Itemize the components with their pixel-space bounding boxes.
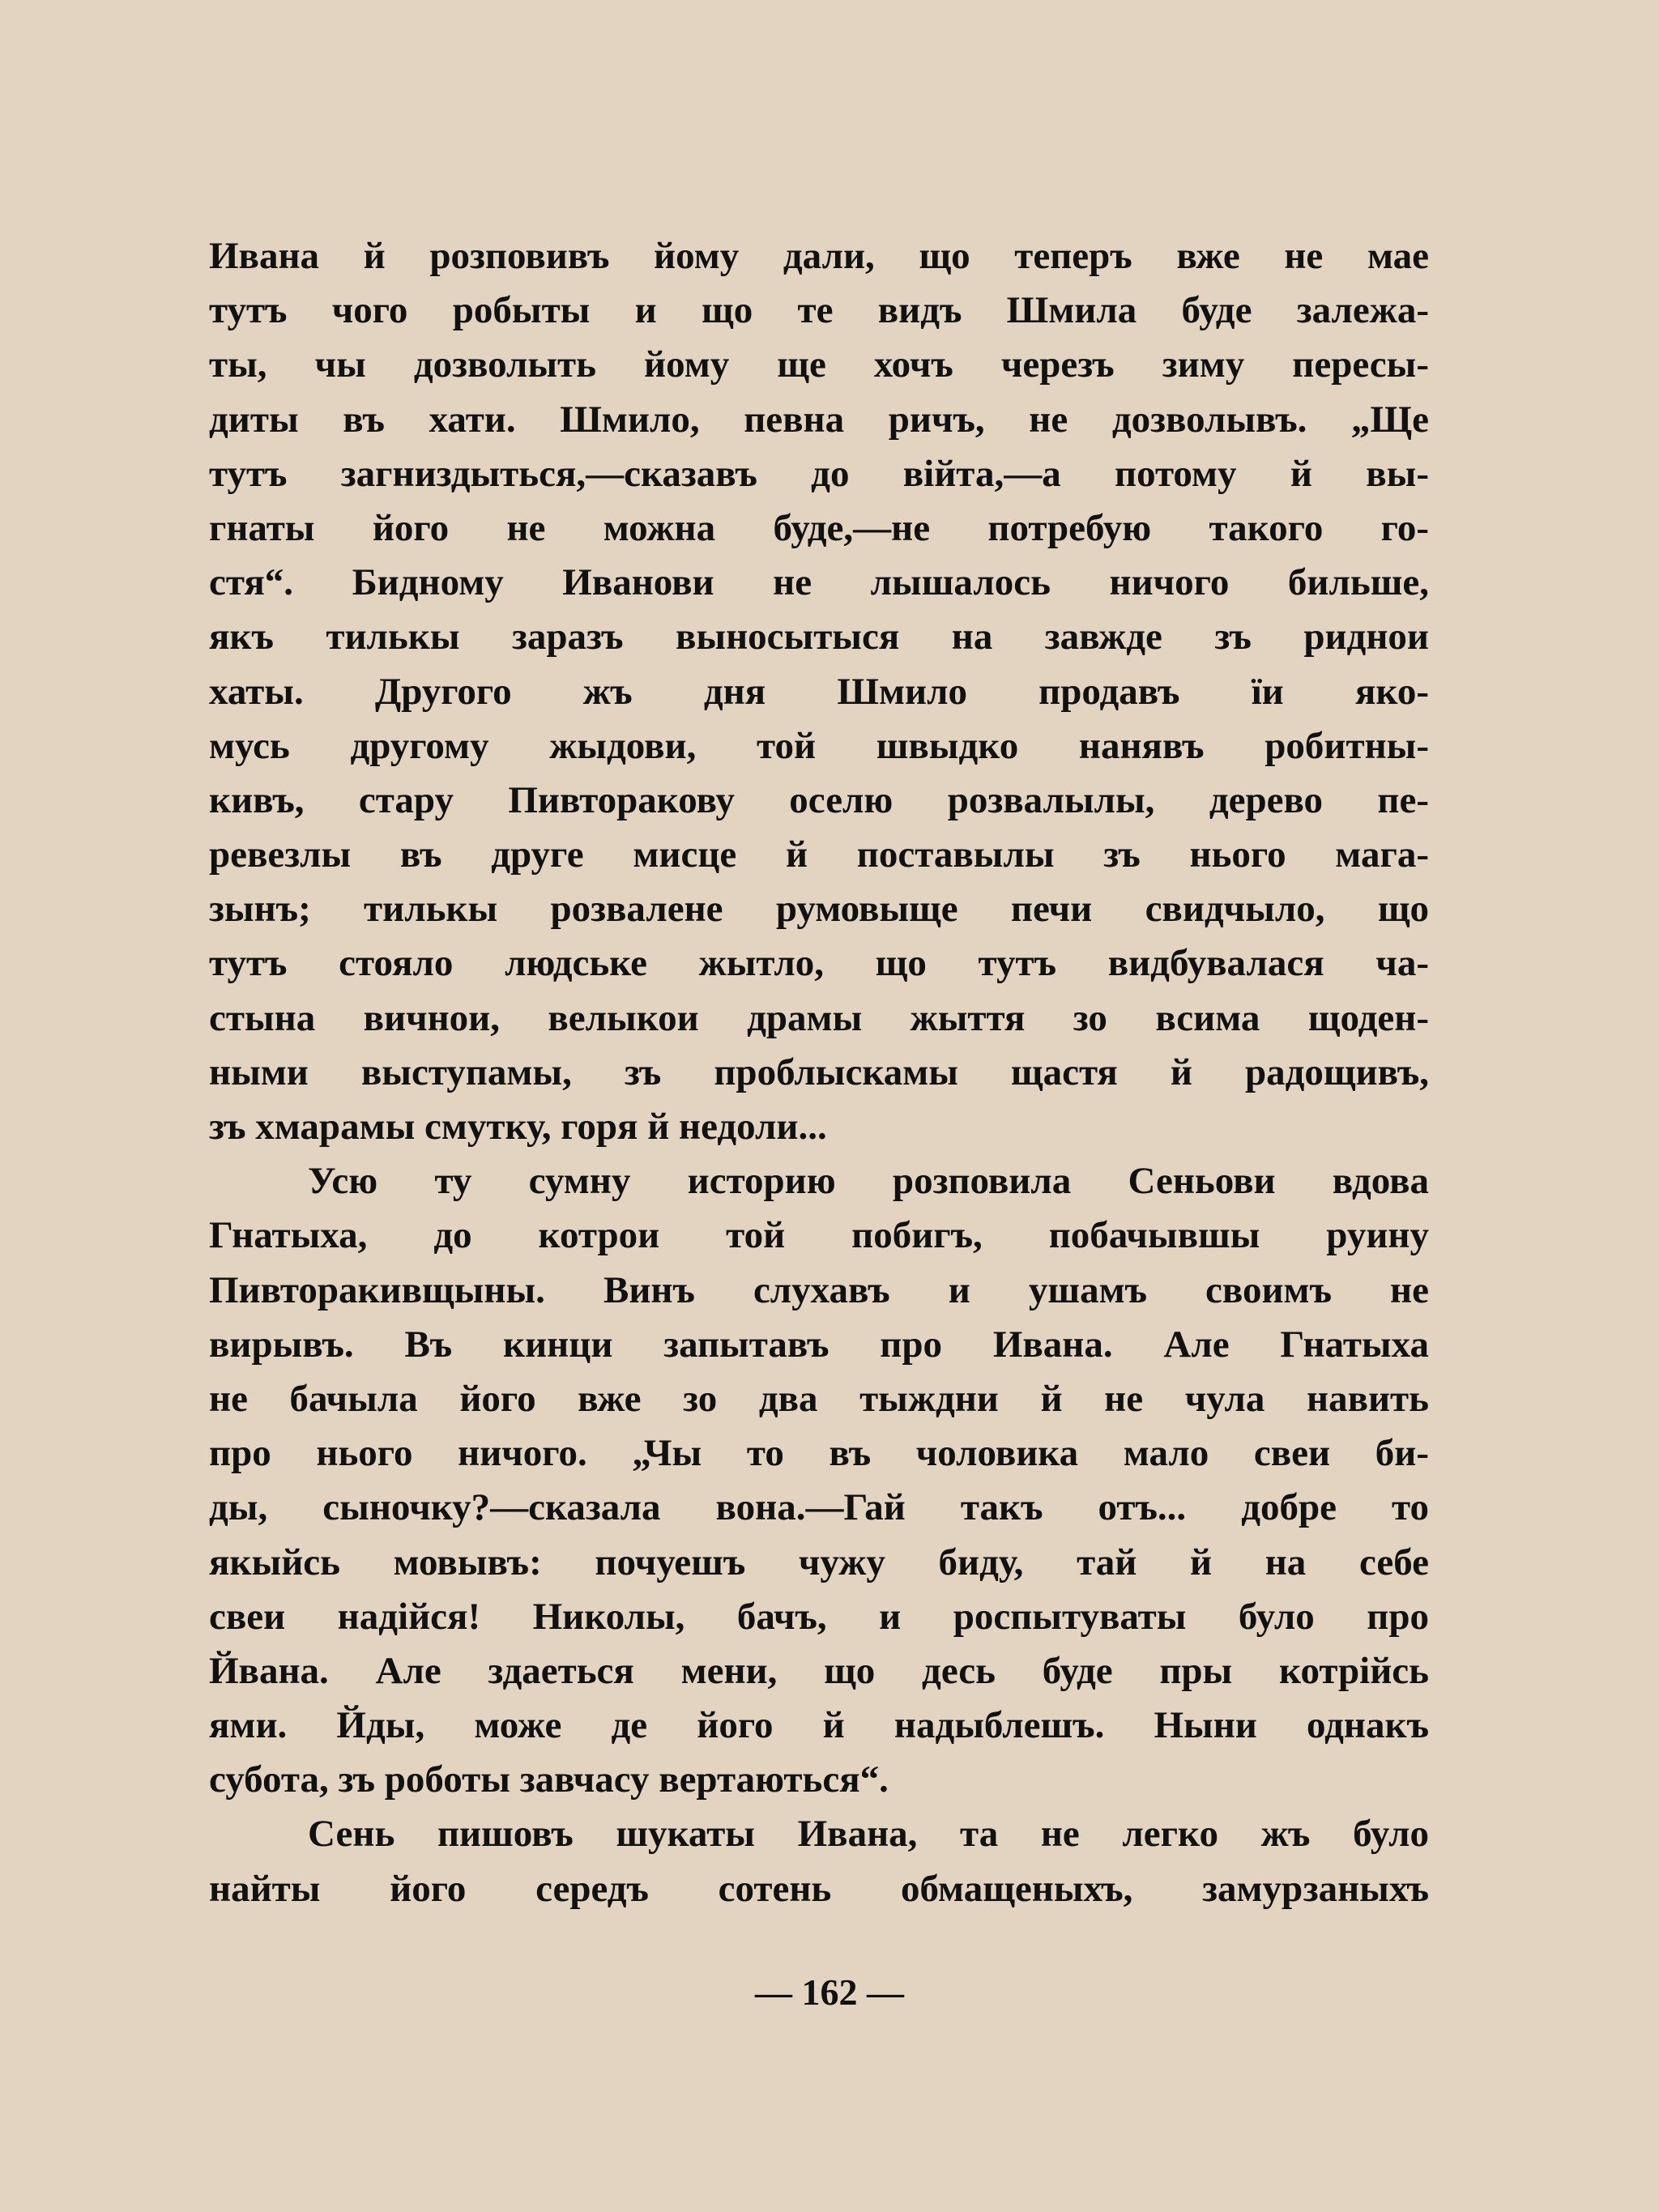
text-line: Ивана й розповивъ йому дали, що теперъ вже не мае xyxy=(209,235,1429,277)
paragraph-end-line: зъ хмарамы смутку, горя й недоли... xyxy=(209,1106,827,1148)
text-line: не бачыла його вже зо два тыждни й не чула навить xyxy=(209,1377,1429,1420)
text-line: ды, сыночку?—сказала вона.—Гай такъ отъ... добре то xyxy=(209,1486,1429,1529)
text-line: про нього ничого. „Чы то въ чоловика мало свеи би- xyxy=(209,1432,1429,1475)
text-line: мусь другому жыдови, той швыдко нанявъ робитны- xyxy=(209,724,1429,767)
text-line: Гнатыха, до котрои той побигъ, побачывшы руину xyxy=(209,1214,1429,1257)
text-line: гнаты його не можна буде,—не потребую такого го- xyxy=(209,506,1429,549)
text-line: ями. Йды, може де його й надыблешъ. Ныни однакъ xyxy=(209,1704,1429,1747)
text-line: ты, чы дозволыть йому ще хочъ черезъ зиму пересы- xyxy=(209,343,1429,386)
page-number: — 162 — xyxy=(755,1971,904,2013)
text-line: тутъ стояло людське жытло, що тутъ видбувалася ча- xyxy=(209,942,1429,985)
text-line: хаты. Другого жъ дня Шмило продавъ ïи яко- xyxy=(209,670,1429,713)
text-line: найты його середъ сотень обмащеныхъ, замурзаныхъ xyxy=(209,1867,1429,1910)
paragraph-end-line: субота, зъ роботы завчасу вертаються“. xyxy=(209,1758,889,1801)
text-line: Йвана. Але здаеться мени, що десь буде пры котрійсь xyxy=(209,1649,1429,1692)
text-line: тутъ загниздыться,—сказавъ до війта,—а потому й вы- xyxy=(209,452,1429,495)
paragraph-start-line: Сень пишовъ шукаты Ивана, та не легко жъ було xyxy=(308,1813,1429,1856)
text-line: якыйсь мовывъ: почуешъ чужу биду, тай й на себе xyxy=(209,1541,1429,1583)
text-line: ревезлы въ друге мисце й поставылы зъ нього мага- xyxy=(209,833,1429,876)
text-line: вирывъ. Въ кинци запытавъ про Ивана. Але Гнатыха xyxy=(209,1323,1429,1366)
text-line: диты въ хати. Шмило, певна ричъ, не дозволывъ. „Ще xyxy=(209,398,1429,441)
paragraph-start-line: Усю ту сумну историю розповила Сеньови вдова xyxy=(308,1160,1429,1203)
text-line: тутъ чого робыты и що те видъ Шмила буде залежа- xyxy=(209,289,1429,332)
text-line: Пивторакивщыны. Винъ слухавъ и ушамъ своимъ не xyxy=(209,1268,1429,1311)
text-line: якъ тилькы заразъ выносытыся на завжде зъ риднои xyxy=(209,616,1429,658)
body-text xyxy=(209,229,1429,1916)
text-line: кивъ, стару Пивторакову оселю розвалылы, дерево пе- xyxy=(209,778,1429,821)
text-line: стына вичнои, велыкои драмы жыття зо всима щоден- xyxy=(209,996,1429,1039)
text-line: ными выступамы, зъ проблыскамы щастя й радощивъ, xyxy=(209,1051,1429,1093)
text-line: свеи надійся! Николы, бачъ, и роспытуваты було про xyxy=(209,1595,1429,1638)
text-line: зынъ; тилькы розвалене румовыще печи свидчыло, що xyxy=(209,888,1429,931)
text-line: стя“. Бидному Иванови не лышалось ничого бильше, xyxy=(209,561,1429,604)
